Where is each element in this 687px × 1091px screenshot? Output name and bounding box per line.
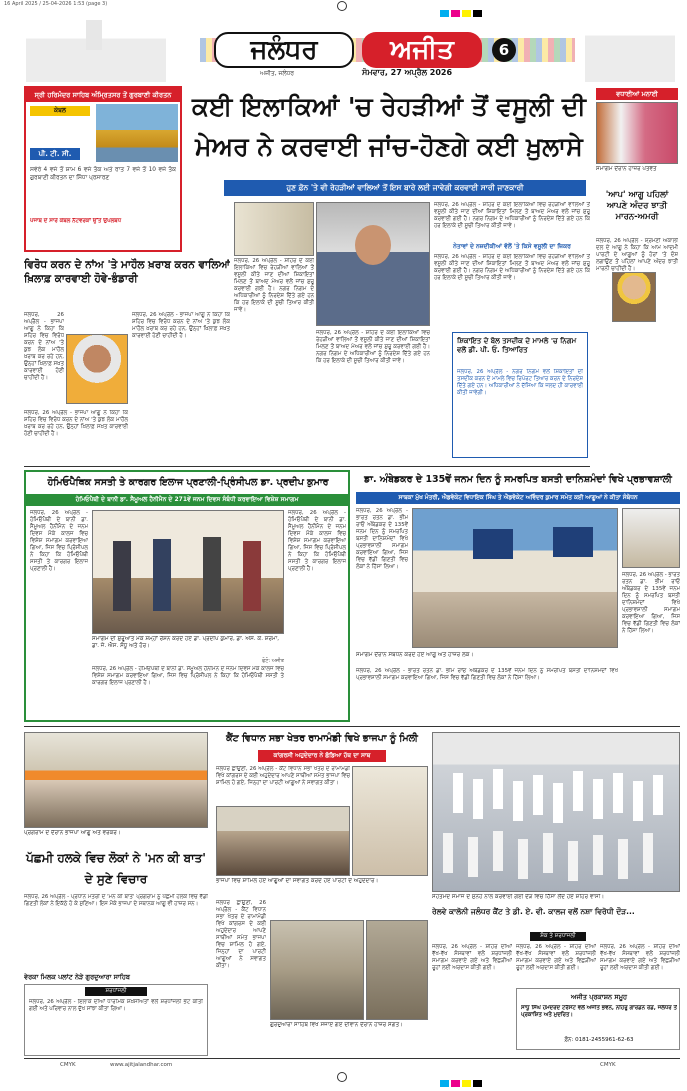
gurbani-sub: ਕੇਬਲ <box>30 106 90 116</box>
protest-body-col1: ਜਲੰਧਰ, 26 ਅਪ੍ਰੈਲ - ਭਾਜਪਾ ਆਗੂ ਨੇ ਕਿਹਾ ਕਿ ਸ਼ਹਿਰ ਵਿਚ ਵਿਰੋਧ ਕਰਨ ਦੇ ਨਾਂਅ 'ਤੇ ਕੁਝ ਲੋਕ ਮਾਹੌਲ ਖ਼ਰਾਬ ਕਰ ਰਹੇ ਹਨ, ਉਨ੍ਹਾਂ ਖ਼ਿਲਾਫ਼ ਸਖ਼ਤ ਕਾਰਵਾਈ ਹੋਣੀ ਚਾਹੀਦੀ ਹੈ। <box>24 312 64 381</box>
homeopathy-caption: ਸਮਾਗਮ ਦੀ ਸ਼ੁਰੂਆਤ ਮੌਕੇ ਸ਼ਮ੍ਹਾਂ ਰੌਸ਼ਨ ਕਰਦੇ ਹੋਏ ਡਾ. ਪ੍ਰਦੀਪ ਕੁਮਾਰ, ਡਾ. ਐਸ. ਕੇ. ਸ਼ਰਮਾ, ਡਾ. ਜੇ. ਐਸ. ਸੰਧੂ ਅਤੇ ਹੋਰ। <box>92 636 280 649</box>
right-top-caption: ਸਮਾਗਮ ਦੌਰਾਨ ਹਾਜ਼ਰ ਪਤਵੰਤੇ <box>596 166 657 172</box>
ambedkar-side-photo <box>622 508 680 568</box>
ambedkar-body-col1: ਜਲੰਧਰ, 26 ਅਪ੍ਰੈਲ - ਭਾਰਤ ਰਤਨ ਡਾ. ਭੀਮ ਰਾਓ ਅੰਬੇਡਕਰ ਦੇ 135ਵੇਂ ਜਨਮ ਦਿਨ ਨੂੰ ਸਮਰਪਿਤ ਬਸਤੀ ਦਾਨਿਸ਼ਮੰਦਾਂ ਵਿਖੇ ਪ੍ਰਭਾਵਸ਼ਾਲੀ ਸਮਾਗਮ ਕਰਵਾਇਆ ਗਿਆ, ਜਿਸ ਵਿਚ ਵੱਡੀ ਗਿਣਤੀ ਵਿਚ ਲੋਕਾਂ ਨੇ ਹਿੱਸਾ ਲਿਆ। <box>356 508 408 570</box>
bjp-photo-caption: ਪ੍ਰੋਗਰਾਮ ਦੇ ਦੌਰਾਨ ਭਾਜਪਾ ਆਗੂ ਅਤੇ ਵਰਕਰ। <box>24 830 121 836</box>
cantt-headline: ਕੈਂਟ ਵਿਧਾਨ ਸਭਾ ਖੇਤਰ ਰਾਮਾਮੰਡੀ ਵਿਖੇ ਭਾਜਪਾ ਨੂੰ ਮਿਲੀ <box>226 733 418 744</box>
main-body-col3: ਜਲੰਧਰ, 26 ਅਪ੍ਰੈਲ - ਸ਼ਹਿਰ ਦੇ ਕਈ ਇਲਾਕਿਆਂ ਵਿਚ ਰੇਹੜੀਆਂ ਵਾਲਿਆਂ ਤੋਂ ਵਸੂਲੀ ਕੀਤੇ ਜਾਣ ਦੀਆਂ ਸ਼ਿਕਾਇਤਾਂ ਮਿਲਣ ਤੋਂ ਬਾਅਦ ਮੇਅਰ ਵਲੋਂ ਜਾਂਚ ਸ਼ੁਰੂ ਕਰਵਾਈ ਗਈ ਹੈ। ਨਗਰ ਨਿਗਮ ਦੇ ਅਧਿਕਾਰੀਆਂ ਨੂੰ ਨਿਰਦੇਸ਼ ਦਿੱਤੇ ਗਏ ਹਨ ਕਿ ਹਰ ਇਲਾਕੇ ਦੀ ਸੂਚੀ ਤਿਆਰ ਕੀਤੀ ਜਾਵੇ। <box>434 202 590 229</box>
marathon-headline: ਰੇਲਵੇ ਕਾਲੋਨੀ ਜਲੰਧਰ ਕੈਂਟ ਤੇ ਡੀ. ਏ. ਵੀ. ਕਾਲਜ ਵਲੋਂ ਨਸ਼ਾ ਵਿਰੋਧੀ ਦੌੜ... <box>432 907 635 916</box>
mayor-photo <box>316 202 430 326</box>
ambedkar-headline: ਡਾ. ਅੰਬੇਡਕਰ ਦੇ 135ਵੇਂ ਜਨਮ ਦਿਨ ਨੂੰ ਸਮਰਪਿਤ ਬਸਤੀ ਦਾਨਿਸ਼ਮੰਦਾਂ ਵਿਖੇ ਪ੍ਰਭਾਵਸ਼ਾਲੀ <box>364 474 672 485</box>
golden-temple-image <box>96 104 178 162</box>
gurbani-body: ਸਵੇਰੇ 4 ਵਜੇ ਤੋਂ ਸ਼ਾਮ 6 ਵਜੇ ਤੱਕ ਅਤੇ ਰਾਤ 7 ਵਜੇ ਤੋਂ 10 ਵਜੇ ਤੱਕ ਗੁਰਬਾਣੀ ਕੀਰਤਨ ਦਾ ਸਿੱਧਾ ਪ੍ਰਸਾਰਣ <box>30 167 176 181</box>
homeopathy-body-col1: ਜਲੰਧਰ, 26 ਅਪ੍ਰੈਲ - ਹੋਮਿਓਪੈਥੀ ਦੇ ਬਾਨੀ ਡਾ. ਸੈਮੂਅਲ ਹੈਨੀਮੈਨ ਦੇ ਜਨਮ ਦਿਵਸ ਮੌਕੇ ਕਾਲਜ ਵਿਚ ਵਿਸ਼ੇਸ਼ ਸਮਾਗਮ ਕਰਵਾਇਆ ਗਿਆ, ਜਿਸ ਵਿਚ ਪ੍ਰਿੰਸੀਪਲ ਨੇ ਕਿਹਾ ਕਿ ਹੋਮਿਓਪੈਥੀ ਸਸਤੀ ਤੇ ਕਾਰਗਰ ਇਲਾਜ ਪ੍ਰਣਾਲੀ ਹੈ। <box>30 510 88 572</box>
box-story-headline: ਸ਼ਿਕਾਇਤ ਦੇ ਬੋਲ ਤਸਦੀਕ ਦੇ ਮਾਮਲੇ 'ਚ ਨਿਗਮ ਵਲੋਂ ਡੀ. ਪੀ. ਓ. ਤਿਆਰਿਤ <box>457 337 577 354</box>
color-swatches-bottom <box>440 1072 500 1080</box>
main-subhead: ਨੇਤਾਵਾਂ ਦੇ ਨਜ਼ਦੀਕੀਆਂ ਵੱਲੋਂ 'ਤੇ ਕਿਸੇ ਵਸੂਲੀ ਦਾ ਜ਼ਿਕਰ <box>453 243 571 250</box>
main-body-col2: ਜਲੰਧਰ, 26 ਅਪ੍ਰੈਲ - ਸ਼ਹਿਰ ਦੇ ਕਈ ਇਲਾਕਿਆਂ ਵਿਚ ਰੇਹੜੀਆਂ ਵਾਲਿਆਂ ਤੋਂ ਵਸੂਲੀ ਕੀਤੇ ਜਾਣ ਦੀਆਂ ਸ਼ਿਕਾਇਤਾਂ ਮਿਲਣ ਤੋਂ ਬਾਅਦ ਮੇਅਰ ਵਲੋਂ ਜਾਂਚ ਸ਼ੁਰੂ ਕਰਵਾਈ ਗਈ ਹੈ। ਨਗਰ ਨਿਗਮ ਦੇ ਅਧਿਕਾਰੀਆਂ ਨੂੰ ਨਿਰਦੇਸ਼ ਦਿੱਤੇ ਗਏ ਹਨ ਕਿ ਹਰ ਇਲਾਕੇ ਦੀ ਸੂਚੀ ਤਿਆਰ ਕੀਤੀ ਜਾਵੇ। <box>316 330 430 364</box>
ambedkar-photo <box>412 508 618 648</box>
protest-headline: ਵਿਰੋਧ ਕਰਨ ਦੇ ਨਾਂਅ 'ਤੇ ਮਾਹੌਲ ਖ਼ਰਾਬ ਕਰਨ ਵਾਲਿਆਂ ਖ਼ਿਲਾਫ਼ ਕਾਰਵਾਈ ਹੋਵੇ-ਭੰਡਾਰੀ <box>24 259 230 285</box>
homeopathy-section <box>24 470 350 722</box>
cantt-caption2: ਗੁਰਦੁਆਰਾ ਸਾਹਿਬ ਵਿਖੇ ਸਜਾਏ ਗਏ ਦੀਵਾਨ ਦੌਰਾਨ ਹਾਜ਼ਰ ਸੰਗਤ। <box>270 1022 404 1028</box>
main-headline-line2: ਮੇਅਰ ਨੇ ਕਰਵਾਈ ਜਾਂਚ-ਹੋਣਗੇ ਕਈ ਖ਼ੁਲਾਸੇ <box>195 132 583 161</box>
cantt-body-col2: ਜਲੰਧਰ ਛਾਉਣੀ, 26 ਅਪ੍ਰੈਲ - ਕੈਂਟ ਵਿਧਾਨ ਸਭਾ ਖੇਤਰ ਦੇ ਰਾਮਾਮੰਡੀ ਵਿਖੇ ਕਾਂਗਰਸ ਦੇ ਕਈ ਅਹੁਦੇਦਾਰ ਆਪਣੇ ਸਾਥੀਆਂ ਸਮੇਤ ਭਾਜਪਾ ਵਿਚ ਸ਼ਾਮਿਲ ਹੋ ਗਏ, ਜਿਨ੍ਹਾਂ ਦਾ ਪਾਰਟੀ ਆਗੂਆਂ ਨੇ ਸਵਾਗਤ ਕੀਤਾ। <box>216 900 266 969</box>
box-story-body: ਜਲੰਧਰ, 26 ਅਪ੍ਰੈਲ - ਨਗਰ ਨਿਗਮ ਵਲੋਂ ਸ਼ਿਕਾਇਤਾਂ ਦੀ ਤਸਦੀਕ ਕਰਨ ਦੇ ਮਾਮਲੇ ਵਿਚ ਰਿਪੋਰਟ ਤਿਆਰ ਕਰਨ ਦੇ ਨਿਰਦੇਸ਼ ਦਿੱਤੇ ਗਏ ਹਨ। ਅਧਿਕਾਰੀਆਂ ਨੇ ਦੱਸਿਆ ਕਿ ਜਲਦ ਹੀ ਕਾਰਵਾਈ ਕੀਤੀ ਜਾਵੇਗੀ। <box>457 369 583 396</box>
footer-url: www.ajitjalandhar.com <box>110 1062 173 1068</box>
cantt-deck: ਕਾਂਗਰਸੀ ਅਹੁਦੇਦਾਰ ਨੇ ਛੱਡਿਆ ਹੱਥ ਦਾ ਸਾਥ <box>258 750 386 762</box>
right-top-body: ਜਲੰਧਰ, 26 ਅਪ੍ਰੈਲ - ਸ਼੍ਰੋਮਣੀ ਅਕਾਲੀ ਦਲ ਦੇ ਆਗੂ ਨੇ ਕਿਹਾ ਕਿ ਆਮ ਆਦਮੀ ਪਾਰਟੀ ਦੇ ਆਗੂਆਂ ਨੂੰ ਹੋਰਾਂ 'ਤੇ ਦੋਸ਼ ਲਗਾਉਣ ਤੋਂ ਪਹਿਲਾਂ ਆਪਣੇ ਅੰਦਰ ਝਾਤੀ ਮਾਰਨੀ ਚਾਹੀਦੀ ਹੈ। <box>596 238 678 272</box>
right-top-header: ਵਧਾਈਆਂ ਮਨਾਈ <box>596 88 678 100</box>
homeopathy-body-col3: ਜਲੰਧਰ, 26 ਅਪ੍ਰੈਲ - ਹੋਮਿਓਪੈਥੀ ਦੇ ਬਾਨੀ ਡਾ. ਸੈਮੂਅਲ ਹੈਨੀਮੈਨ ਦੇ ਜਨਮ ਦਿਵਸ ਮੌਕੇ ਕਾਲਜ ਵਿਚ ਵਿਸ਼ੇਸ਼ ਸਮਾਗਮ ਕਰਵਾਇਆ ਗਿਆ, ਜਿਸ ਵਿਚ ਪ੍ਰਿੰਸੀਪਲ ਨੇ ਕਿਹਾ ਕਿ ਹੋਮਿਓਪੈਥੀ ਸਸਤੀ ਤੇ ਕਾਰਗਰ ਇਲਾਜ ਪ੍ਰਣਾਲੀ ਹੈ। <box>288 510 346 572</box>
homeopathy-credit: ਫੋਟੋ: ਅਜੀਤ <box>261 658 284 664</box>
imprint-body: ਸਾਧੂ ਸਿੰਘ ਹਮਦਰਦ ਟਰੱਸਟ ਵਲੋਂ ਅਜੀਤ ਭਵਨ, ਨਹਿਰੂ ਗਾਰਡਨ ਰੋਡ, ਜਲੰਧਰ ਤੋਂ ਪ੍ਰਕਾਸ਼ਿਤ ਅਤੇ ਮੁਦਰਿਤ। <box>521 1005 677 1018</box>
homeopathy-photo <box>92 510 284 634</box>
office-photo <box>234 202 314 256</box>
footer-right: CMYK <box>600 1062 616 1068</box>
footer-left: CMYK <box>60 1062 76 1068</box>
homeopathy-headline: ਹੋਮਿਓਪੈਥਿਕ ਸਸਤੀ ਤੇ ਕਾਰਗਰ ਇਲਾਜ ਪ੍ਰਣਾਲੀ-ਪ੍ਰਿੰਸੀਪਲ ਡਾ. ਪ੍ਰਦੀਪ ਕੁਮਾਰ <box>47 477 329 488</box>
gurbani-box-header: ਸ੍ਰੀ ਹਰਿਮੰਦਰ ਸਾਹਿਬ ਅੰਮ੍ਰਿਤਸਰ ਤੋਂ ਗੁਰਬਾਣੀ ਕੀਰਤਨ <box>26 88 180 102</box>
marathon-box-title: ਸ਼ੋਕ ਤੇ ਸ਼ਰਧਾਂਜਲੀ <box>530 932 586 941</box>
section-divider-1 <box>24 466 590 467</box>
imprint-box <box>516 988 680 1050</box>
ambedkar-deck: ਸਾਬਕਾ ਮੁੱਖ ਮੰਤਰੀ, ਐਡਵੋਕੇਟ ਵਿਧਾਇਕ ਸਿੰਘ ਤੇ ਐਡਵੋਕੇਟ ਅਵਿੰਦਰ ਕੁਮਾਰ ਸਮੇਤ ਕਈ ਆਗੂਆਂ ਨੇ ਕੀਤਾ ਸੰਬੋਧਨ <box>356 492 680 504</box>
gurbani-box <box>24 86 182 252</box>
ambedkar-body-bottom: ਜਲੰਧਰ, 26 ਅਪ੍ਰੈਲ - ਭਾਰਤ ਰਤਨ ਡਾ. ਭੀਮ ਰਾਓ ਅੰਬੇਡਕਰ ਦੇ 135ਵੇਂ ਜਨਮ ਦਿਨ ਨੂੰ ਸਮਰਪਿਤ ਬਸਤੀ ਦਾਨਿਸ਼ਮੰਦਾਂ ਵਿਖੇ ਪ੍ਰਭਾਵਸ਼ਾਲੀ ਸਮਾਗਮ ਕਰਵਾਇਆ ਗਿਆ, ਜਿਸ ਵਿਚ ਵੱਡੀ ਗਿਣਤੀ ਵਿਚ ਲੋਕਾਂ ਨੇ ਹਿੱਸਾ ਲਿਆ। <box>356 668 618 681</box>
imprint-title: ਅਜੀਤ ਪ੍ਰਕਾਸ਼ਨ ਸਮੂਹ <box>571 993 627 1001</box>
protest-body-col2: ਜਲੰਧਰ, 26 ਅਪ੍ਰੈਲ - ਭਾਜਪਾ ਆਗੂ ਨੇ ਕਿਹਾ ਕਿ ਸ਼ਹਿਰ ਵਿਚ ਵਿਰੋਧ ਕਰਨ ਦੇ ਨਾਂਅ 'ਤੇ ਕੁਝ ਲੋਕ ਮਾਹੌਲ ਖ਼ਰਾਬ ਕਰ ਰਹੇ ਹਨ, ਉਨ੍ਹਾਂ ਖ਼ਿਲਾਫ਼ ਸਖ਼ਤ ਕਾਰਵਾਈ ਹੋਣੀ ਚਾਹੀਦੀ ਹੈ। <box>132 312 230 339</box>
masthead-title-left: ਜਲੰਧਰ <box>214 32 354 68</box>
channel-label: ਪੀ. ਟੀ. ਸੀ. <box>30 148 80 160</box>
cantt-caption: ਭਾਜਪਾ ਵਿਚ ਸ਼ਾਮਿਲ ਹੋਏ ਆਗੂਆਂ ਦਾ ਸਵਾਗਤ ਕਰਦੇ ਹੋਏ ਪਾਰਟੀ ਦੇ ਅਹੁਦੇਦਾਰ। <box>216 878 379 884</box>
bjp-body: ਜਲੰਧਰ, 26 ਅਪ੍ਰੈਲ - ਪ੍ਰਧਾਨ ਮੰਤਰੀ ਦੇ 'ਮਨ ਕੀ ਬਾਤ' ਪ੍ਰੋਗਰਾਮ ਨੂੰ ਪੱਛਮੀ ਹਲਕੇ ਵਿਚ ਵੱਡੀ ਗਿਣਤੀ ਲੋਕਾਂ ਨੇ ਇਕੱਠੇ ਹੋ ਕੇ ਸੁਣਿਆ। ਇਸ ਮੌਕੇ ਭਾਜਪਾ ਦੇ ਸਥਾਨਕ ਆਗੂ ਵੀ ਹਾਜ਼ਰ ਸਨ। <box>24 894 208 907</box>
right-top-photo <box>596 102 678 164</box>
building-illustration-left <box>26 20 166 82</box>
cantt-gathering-photo <box>366 920 428 1020</box>
main-headline-deck: ਹੁਣ ਫ਼ੋਨ 'ਤੇ ਵੀ ਰੇਹੜੀਆਂ ਵਾਲਿਆਂ ਤੋਂ ਇਸ ਬਾਰੇ ਲਈ ਜਾਵੇਗੀ ਕਰਵਾਈ ਸਾਰੀ ਜਾਣਕਾਰੀ <box>224 180 586 196</box>
main-body-col1: ਜਲੰਧਰ, 26 ਅਪ੍ਰੈਲ - ਸ਼ਹਿਰ ਦੇ ਕਈ ਇਲਾਕਿਆਂ ਵਿਚ ਰੇਹੜੀਆਂ ਵਾਲਿਆਂ ਤੋਂ ਵਸੂਲੀ ਕੀਤੇ ਜਾਣ ਦੀਆਂ ਸ਼ਿਕਾਇਤਾਂ ਮਿਲਣ ਤੋਂ ਬਾਅਦ ਮੇਅਰ ਵਲੋਂ ਜਾਂਚ ਸ਼ੁਰੂ ਕਰਵਾਈ ਗਈ ਹੈ। ਨਗਰ ਨਿਗਮ ਦੇ ਅਧਿਕਾਰੀਆਂ ਨੂੰ ਨਿਰਦੇਸ਼ ਦਿੱਤੇ ਗਏ ਹਨ ਕਿ ਹਰ ਇਲਾਕੇ ਦੀ ਸੂਚੀ ਤਿਆਰ ਕੀਤੀ ਜਾਵੇ। <box>234 258 314 313</box>
registration-mark-top <box>337 1 347 11</box>
homeopathy-body-col2: ਜਲੰਧਰ, 26 ਅਪ੍ਰੈਲ - ਹੋਮਿਓਪੈਥੀ ਦੇ ਬਾਨੀ ਡਾ. ਸੈਮੂਅਲ ਹੈਨੀਮੈਨ ਦੇ ਜਨਮ ਦਿਵਸ ਮੌਕੇ ਕਾਲਜ ਵਿਚ ਵਿਸ਼ੇਸ਼ ਸਮਾਗਮ ਕਰਵਾਇਆ ਗਿਆ, ਜਿਸ ਵਿਚ ਪ੍ਰਿੰਸੀਪਲ ਨੇ ਕਿਹਾ ਕਿ ਹੋਮਿਓਪੈਥੀ ਸਸਤੀ ਤੇ ਕਾਰਗਰ ਇਲਾਜ ਪ੍ਰਣਾਲੀ ਹੈ। <box>92 666 284 686</box>
bottom-left-box <box>24 984 208 1056</box>
cantt-body-col1: ਜਲੰਧਰ ਛਾਉਣੀ, 26 ਅਪ੍ਰੈਲ - ਕੈਂਟ ਵਿਧਾਨ ਸਭਾ ਖੇਤਰ ਦੇ ਰਾਮਾਮੰਡੀ ਵਿਖੇ ਕਾਂਗਰਸ ਦੇ ਕਈ ਅਹੁਦੇਦਾਰ ਆਪਣੇ ਸਾਥੀਆਂ ਸਮੇਤ ਭਾਜਪਾ ਵਿਚ ਸ਼ਾਮਿਲ ਹੋ ਗਏ, ਜਿਨ੍ਹਾਂ ਦਾ ਪਾਰਟੀ ਆਗੂਆਂ ਨੇ ਸਵਾਗਤ ਕੀਤਾ। <box>216 766 350 786</box>
marathon-body-col2: ਜਲੰਧਰ, 26 ਅਪ੍ਰੈਲ - ਸ਼ਹਿਰ ਦੀਆਂ ਵੱਖ-ਵੱਖ ਸੰਸਥਾਵਾਂ ਵਲੋਂ ਸ਼ਰਧਾਂਜਲੀ ਸਮਾਗਮ ਕਰਵਾਏ ਗਏ ਅਤੇ ਵਿਛੜੀਆਂ ਰੂਹਾਂ ਲਈ ਅਰਦਾਸ ਕੀਤੀ ਗਈ। <box>516 944 596 971</box>
protest-portrait <box>66 334 128 404</box>
protest-body-col3: ਜਲੰਧਰ, 26 ਅਪ੍ਰੈਲ - ਭਾਜਪਾ ਆਗੂ ਨੇ ਕਿਹਾ ਕਿ ਸ਼ਹਿਰ ਵਿਚ ਵਿਰੋਧ ਕਰਨ ਦੇ ਨਾਂਅ 'ਤੇ ਕੁਝ ਲੋਕ ਮਾਹੌਲ ਖ਼ਰਾਬ ਕਰ ਰਹੇ ਹਨ, ਉਨ੍ਹਾਂ ਖ਼ਿਲਾਫ਼ ਸਖ਼ਤ ਕਾਰਵਾਈ ਹੋਣੀ ਚਾਹੀਦੀ ਹੈ। <box>24 410 128 437</box>
box-story <box>452 332 588 458</box>
bjp-headline: ਪੱਛਮੀ ਹਲਕੇ ਵਿਚ ਲੋਕਾਂ ਨੇ 'ਮਨ ਕੀ ਬਾਤ' ਦੇ ਸੁਣੇ ਵਿਚਾਰ <box>26 851 206 886</box>
main-headline-line1: ਕਈ ਇਲਾਕਿਆਂ 'ਚ ਰੇਹੜੀਆਂ ਤੋਂ ਵਸੂਲੀ ਦੀ <box>192 92 586 121</box>
marathon-caption: ਸੇਹਤਮੰਦ ਸਮਾਜ ਦੇ ਸੁਨੇਹੇ ਨਾਲ ਕਰਵਾਈ ਗਈ ਦੌੜ ਵਿਚ ਹਿੱਸਾ ਲੈਂਦੇ ਹੋਏ ਸ਼ਹਿਰ ਵਾਸੀ। <box>432 894 605 900</box>
bottom-left-body: ਜਲੰਧਰ, 26 ਅਪ੍ਰੈਲ - ਇਲਾਕੇ ਦੀਆਂ ਧਾਰਮਿਕ ਸ਼ਖ਼ਸੀਅਤਾਂ ਵਲੋਂ ਸ਼ਰਧਾਂਜਲੀ ਭੇਟ ਕੀਤੀ ਗਈ ਅਤੇ ਪਰਿਵਾਰ ਨਾਲ ਦੁੱਖ ਸਾਂਝਾ ਕੀਤਾ ਗਿਆ। <box>29 999 203 1012</box>
cantt-side-photo <box>352 766 428 876</box>
masthead-edition: ਅਜੀਤ, ਜਲੰਧਰ <box>260 70 295 77</box>
right-portrait <box>612 272 656 322</box>
ambedkar-caption: ਸਮਾਗਮ ਦੌਰਾਨ ਸੰਬੋਧਨ ਕਰਦੇ ਹੋਏ ਆਗੂ ਅਤੇ ਹਾਜ਼ਰ ਲੋਕ। <box>356 652 474 658</box>
bottom-left-box-title: ਸ਼ਰਧਾਂਜਲੀ <box>85 987 147 996</box>
bjp-sub: ਵੇਰਕਾ ਮਿਲਕ ਪਲਾਂਟ ਨੇੜੇ ਗੁਰਦੁਆਰਾ ਸਾਹਿਬ <box>24 973 130 981</box>
marathon-photo <box>432 732 680 892</box>
gurbani-note: ਪੰਜਾਬ ਦੇ ਸਾਰੇ ਕੇਬਲ ਨੈੱਟਵਰਕਾਂ ਉੱਤੇ ਉਪਲਬਧ <box>30 218 121 224</box>
right-top-headline: 'ਆਪ' ਆਗੂ ਪਹਿਲਾਂ ਆਪਣੇ ਅੰਦਰ ਝਾਤੀ ਮਾਰਨ-ਅਮਰੀ <box>605 190 669 222</box>
masthead-title-right: ਅਜੀਤ <box>362 32 482 68</box>
imprint-contact: ਫ਼ੋਨ: 0181-2455961-62-63 <box>564 1037 634 1043</box>
marathon-body-col3: ਜਲੰਧਰ, 26 ਅਪ੍ਰੈਲ - ਸ਼ਹਿਰ ਦੀਆਂ ਵੱਖ-ਵੱਖ ਸੰਸਥਾਵਾਂ ਵਲੋਂ ਸ਼ਰਧਾਂਜਲੀ ਸਮਾਗਮ ਕਰਵਾਏ ਗਏ ਅਤੇ ਵਿਛੜੀਆਂ ਰੂਹਾਂ ਲਈ ਅਰਦਾਸ ਕੀਤੀ ਗਈ। <box>600 944 680 971</box>
masthead <box>200 28 575 82</box>
section-divider-2 <box>24 726 680 727</box>
homeopathy-deck: ਹੋਮਿਓਪੈਥੀ ਦੇ ਬਾਨੀ ਡਾ. ਸੈਮੂਅਲ ਹੈਨੀਮੈਨ ਦੇ 271ਵੇਂ ਜਨਮ ਦਿਵਸ ਸੰਬੰਧੀ ਕਰਵਾਇਆ ਵਿਸ਼ੇਸ਼ ਸਮਾਗਮ <box>26 494 348 506</box>
print-slug: 16 April 2025 / 25-04-2026 1:53 (page 3) <box>4 1 108 7</box>
color-swatches-top <box>440 2 500 10</box>
main-body-col4: ਜਲੰਧਰ, 26 ਅਪ੍ਰੈਲ - ਸ਼ਹਿਰ ਦੇ ਕਈ ਇਲਾਕਿਆਂ ਵਿਚ ਰੇਹੜੀਆਂ ਵਾਲਿਆਂ ਤੋਂ ਵਸੂਲੀ ਕੀਤੇ ਜਾਣ ਦੀਆਂ ਸ਼ਿਕਾਇਤਾਂ ਮਿਲਣ ਤੋਂ ਬਾਅਦ ਮੇਅਰ ਵਲੋਂ ਜਾਂਚ ਸ਼ੁਰੂ ਕਰਵਾਈ ਗਈ ਹੈ। ਨਗਰ ਨਿਗਮ ਦੇ ਅਧਿਕਾਰੀਆਂ ਨੂੰ ਨਿਰਦੇਸ਼ ਦਿੱਤੇ ਗਏ ਹਨ ਕਿ ਹਰ ਇਲਾਕੇ ਦੀ ਸੂਚੀ ਤਿਆਰ ਕੀਤੀ ਜਾਵੇ। <box>434 254 590 281</box>
marathon-body-col1: ਜਲੰਧਰ, 26 ਅਪ੍ਰੈਲ - ਸ਼ਹਿਰ ਦੀਆਂ ਵੱਖ-ਵੱਖ ਸੰਸਥਾਵਾਂ ਵਲੋਂ ਸ਼ਰਧਾਂਜਲੀ ਸਮਾਗਮ ਕਰਵਾਏ ਗਏ ਅਤੇ ਵਿਛੜੀਆਂ ਰੂਹਾਂ ਲਈ ਅਰਦਾਸ ਕੀਤੀ ਗਈ। <box>432 944 512 971</box>
footer-rule <box>24 1058 680 1059</box>
building-illustration-right <box>585 20 675 82</box>
page-number: 6 <box>492 38 516 62</box>
masthead-date: ਸੋਮਵਾਰ, 27 ਅਪ੍ਰੈਲ 2026 <box>362 68 453 77</box>
bjp-photo <box>24 732 208 828</box>
registration-mark-bottom <box>337 1072 347 1082</box>
cantt-group-photo <box>216 806 350 876</box>
cantt-gurdwara-photo <box>270 920 364 1020</box>
ambedkar-body-col4: ਜਲੰਧਰ, 26 ਅਪ੍ਰੈਲ - ਭਾਰਤ ਰਤਨ ਡਾ. ਭੀਮ ਰਾਓ ਅੰਬੇਡਕਰ ਦੇ 135ਵੇਂ ਜਨਮ ਦਿਨ ਨੂੰ ਸਮਰਪਿਤ ਬਸਤੀ ਦਾਨਿਸ਼ਮੰਦਾਂ ਵਿਖੇ ਪ੍ਰਭਾਵਸ਼ਾਲੀ ਸਮਾਗਮ ਕਰਵਾਇਆ ਗਿਆ, ਜਿਸ ਵਿਚ ਵੱਡੀ ਗਿਣਤੀ ਵਿਚ ਲੋਕਾਂ ਨੇ ਹਿੱਸਾ ਲਿਆ। <box>622 572 680 634</box>
